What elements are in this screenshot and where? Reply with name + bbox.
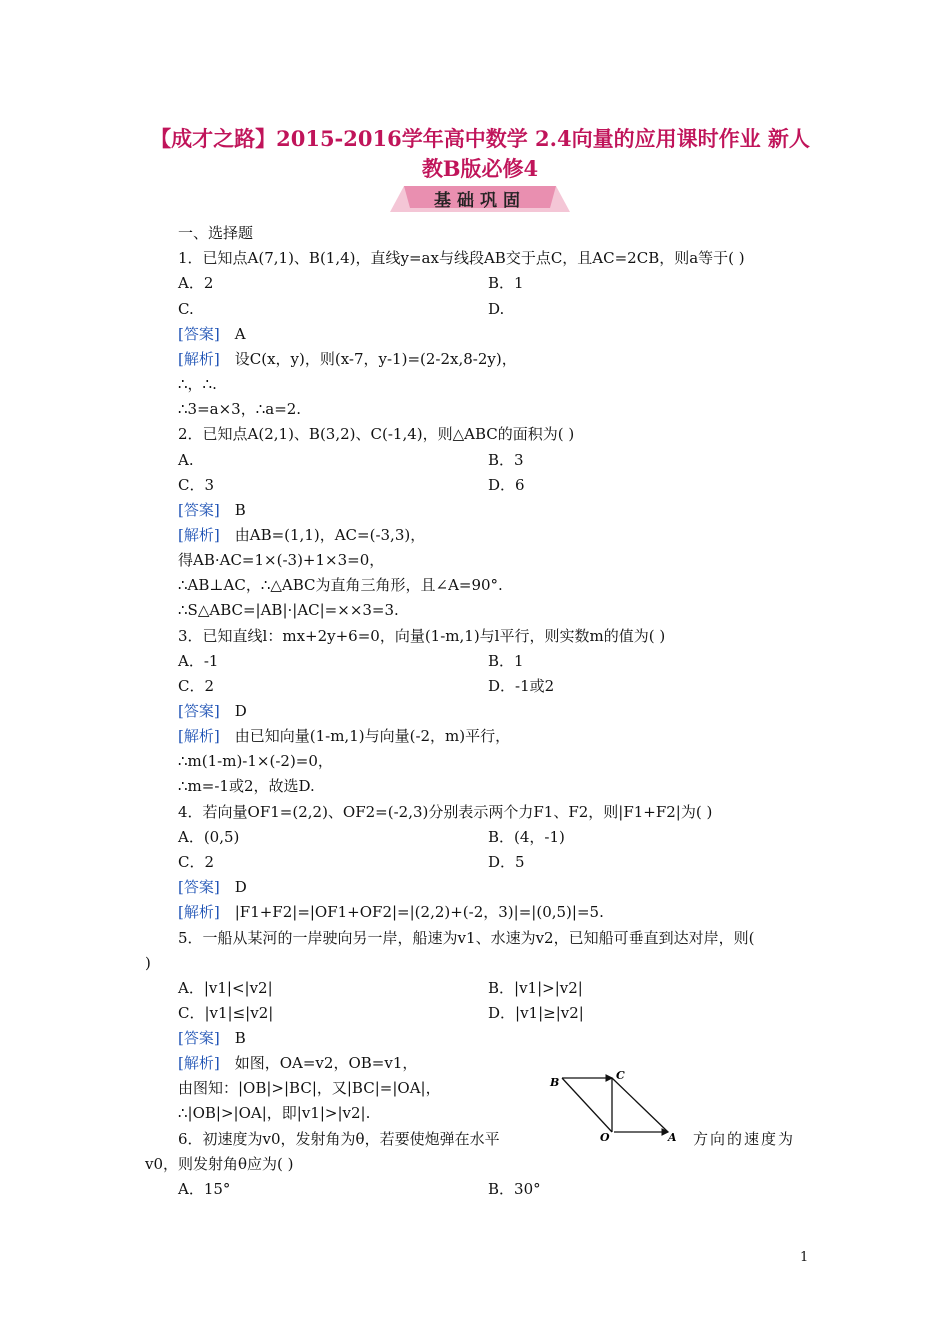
question-1-option-a: A．2 [178, 274, 214, 292]
answer-value: B [234, 501, 246, 519]
question-4-answer [178, 877, 247, 897]
answer-tag: [答案] [178, 878, 220, 896]
question-3-answer [178, 701, 247, 721]
question-3-option-d: D．-1或2 [488, 677, 555, 695]
figure-drawing [548, 1066, 678, 1146]
question-5-analysis [178, 1053, 417, 1073]
question-5-analysis-line-3: ∴|OB|>|OA|，即|v1|>|v2|. [178, 1104, 371, 1122]
question-1-option-b: B．1 [488, 274, 524, 292]
question-6-option-b: B．30° [488, 1180, 541, 1198]
question-1-answer [178, 324, 246, 344]
question-4-option-a: A．(0,5) [178, 828, 240, 846]
question-1-stem: 1．已知点A(7,1)、B(1,4)，直线y=ax与线段AB交于点C，且AC=2CB，则a等于( ) [178, 249, 745, 267]
question-2-option-b: B．3 [488, 451, 524, 469]
answer-tag: [答案] [178, 501, 220, 519]
question-1-analysis-line-2: ∴，∴. [178, 375, 217, 393]
analysis-text: 由AB=(1,1)，AC=(-3,3)， [234, 526, 426, 544]
question-2-stem: 2．已知点A(2,1)、B(3,2)、C(-1,4)，则△ABC的面积为( ) [178, 425, 575, 443]
question-5-option-d: D．|v1|≥|v2| [488, 1004, 584, 1022]
question-2-option-a: A. [178, 451, 194, 469]
question-2-answer [178, 500, 246, 520]
question-3-analysis [178, 726, 510, 746]
question-4-option-c: C．2 [178, 853, 215, 871]
question-2-analysis [178, 525, 425, 545]
analysis-tag: [解析] [178, 727, 220, 745]
answer-tag: [答案] [178, 702, 220, 720]
question-4-option-d: D．5 [488, 853, 525, 871]
question-5-analysis-line-2: 由图知：|OB|>|BC|，又|BC|=|OA|， [178, 1079, 441, 1097]
question-5-option-b: B．|v1|>|v2| [488, 979, 583, 997]
question-3-option-c: C．2 [178, 677, 215, 695]
document-title [140, 124, 820, 184]
answer-tag: [答案] [178, 1029, 220, 1047]
analysis-text: 如图，OA=v2，OB=v1， [234, 1054, 418, 1072]
question-1-analysis [178, 349, 517, 369]
question-5-stem-line-2: ) [145, 954, 151, 972]
question-3-analysis-line-2: ∴m(1-m)-1×(-2)=0， [178, 752, 333, 770]
label-o: O [600, 1131, 610, 1144]
answer-tag: [答案] [178, 325, 220, 343]
analysis-text: 由已知向量(1-m,1)与向量(-2，m)平行， [234, 727, 511, 745]
answer-value: A [234, 325, 246, 343]
question-5-option-a: A．|v1|<|v2| [178, 979, 273, 997]
banner-title: 基础巩固 [434, 191, 526, 211]
question-1-analysis-line-3: ∴3=a×3，∴a=2. [178, 400, 302, 418]
analysis-tag: [解析] [178, 526, 220, 544]
question-4-option-b: B．(4，-1) [488, 828, 565, 846]
label-a: A [668, 1131, 677, 1144]
question-2-option-d: D．6 [488, 476, 525, 494]
analysis-text: 设C(x，y)，则(x-7，y-1)=(2-2x,8-2y)， [234, 350, 517, 368]
question-5-answer [178, 1028, 246, 1048]
question-6-option-a: A．15° [178, 1180, 231, 1198]
title-line-1: 【成才之路】2015-2016学年高中数学 2.4向量的应用课时作业 新人 [150, 126, 810, 151]
question-3-analysis-line-3: ∴m=-1或2，故选D. [178, 777, 315, 795]
question-5-stem: 5．一船从某河的一岸驶向另一岸，船速为v1、水速为v2，已知船可垂直到达对岸，则( [178, 929, 755, 947]
question-1-option-d: D. [488, 300, 505, 318]
question-5-option-c: C．|v1|≤|v2| [178, 1004, 274, 1022]
question-6-stem-right: 方向的速度为 [693, 1130, 796, 1148]
analysis-tag: [解析] [178, 1054, 220, 1072]
analysis-text: |F1+F2|=|OF1+OF2|=|(2,2)+(-2，3)|=|(0,5)|=5. [234, 903, 604, 921]
question-3-option-b: B．1 [488, 652, 524, 670]
question-3-stem: 3．已知直线l：mx+2y+6=0，向量(1-m,1)与l平行，则实数m的值为( ) [178, 627, 666, 645]
analysis-tag: [解析] [178, 350, 220, 368]
question-4-analysis [178, 902, 604, 922]
section-heading: 一、选择题 [178, 224, 254, 242]
question-2-option-c: C．3 [178, 476, 215, 494]
question-6-stem-line-2: v0，则发射角θ应为( ) [145, 1155, 294, 1173]
answer-value: D [234, 878, 247, 896]
title-line-2: 教B版必修4 [421, 156, 539, 181]
question-2-analysis-line-3: ∴AB⊥AC，∴△ABC为直角三角形，且∠A=90°. [178, 576, 503, 594]
question-3-option-a: A．-1 [178, 652, 219, 670]
question-4-stem: 4．若向量OF1=(2,2)、OF2=(-2,3)分别表示两个力F1、F2，则|F1+F2|为( ) [178, 803, 713, 821]
label-c: C [616, 1069, 625, 1082]
question-6-stem: 6．初速度为v0，发射角为θ，若要使炮弹在水平 [178, 1130, 500, 1148]
answer-value: D [234, 702, 247, 720]
analysis-tag: [解析] [178, 903, 220, 921]
vector-parallelogram-figure [548, 1066, 678, 1146]
label-b: B [550, 1076, 560, 1089]
section-banner [390, 182, 570, 212]
answer-value: B [234, 1029, 246, 1047]
question-1-option-c: C. [178, 300, 194, 318]
page-number: 1 [800, 1250, 809, 1265]
question-2-analysis-line-2: 得AB·AC=1×(-3)+1×3=0， [178, 551, 385, 569]
question-2-analysis-line-4: ∴S△ABC=|AB|·|AC|=××3=3. [178, 601, 399, 619]
